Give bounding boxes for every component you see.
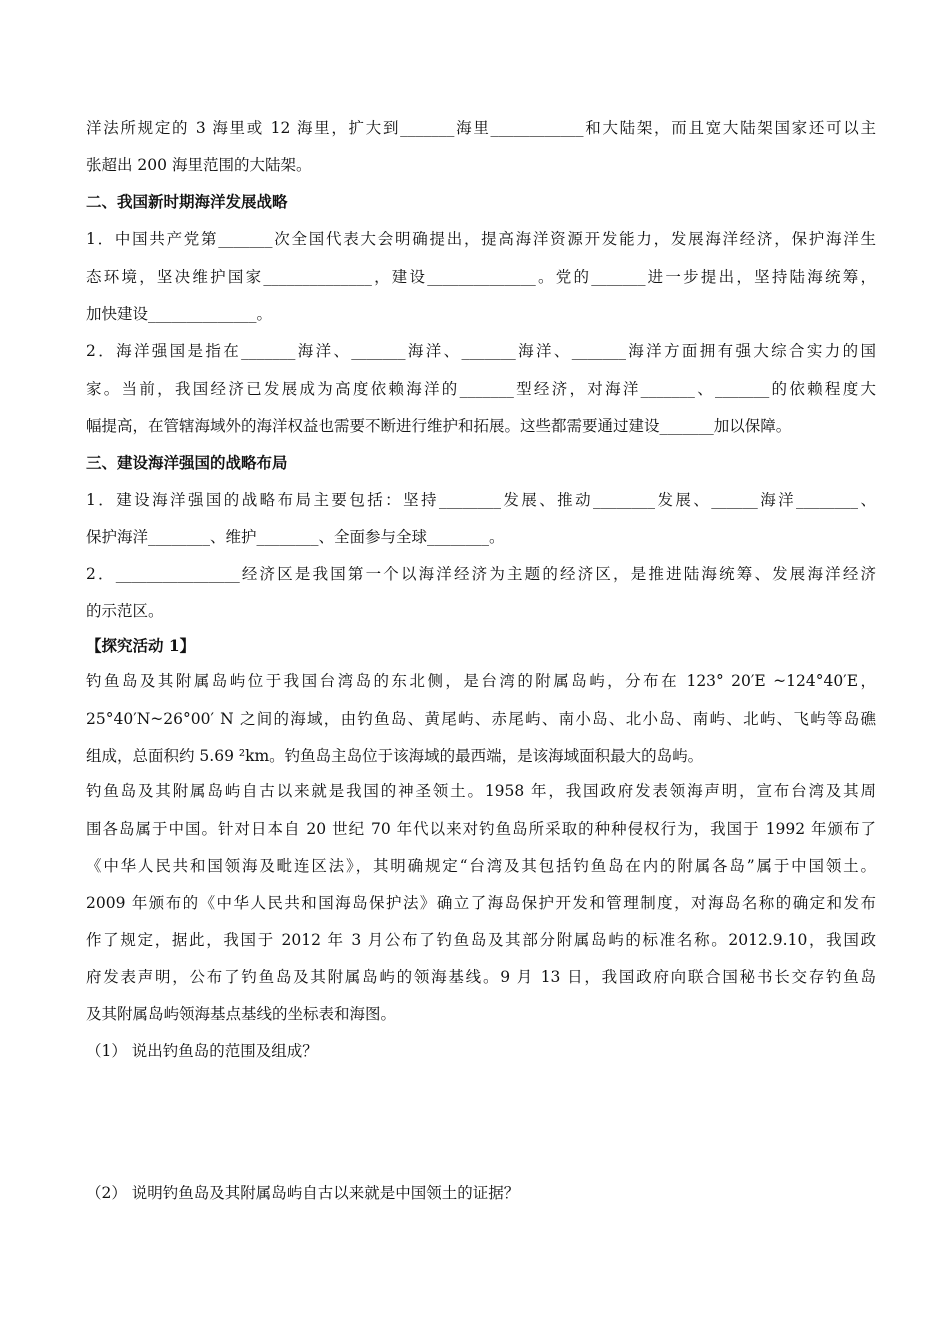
text-line: 洋法所规定的 3 海里或 12 海里，扩大到_______海里____________和大陆架，而且宽大陆架国家还可以主 bbox=[86, 119, 876, 137]
text-line: 张超出 200 海里范围的大陆架。 bbox=[86, 156, 312, 174]
text-line: 的示范区。 bbox=[86, 602, 164, 620]
activity-heading: 【探究活动 1】 bbox=[86, 636, 196, 655]
text-line: 家。当前，我国经济已发展成为高度依赖海洋的_______型经济，对海洋_______、_______的依赖程度大 bbox=[86, 380, 876, 398]
text-line: 围各岛属于中国。针对日本自 20 世纪 70 年代以来对钓鱼岛所采取的种种侵权行为，我国于 1992 年颁布了 bbox=[86, 820, 876, 838]
text-line: 府发表声明，公布了钓鱼岛及其附属岛屿的领海基线。9 月 13 日，我国政府向联合国秘书长交存钓鱼岛 bbox=[86, 968, 876, 986]
question-2: （2） 说明钓鱼岛及其附属岛屿自古以来就是中国领土的证据？ bbox=[86, 1184, 520, 1202]
text-line: 2．海洋强国是指在_______海洋、_______海洋、_______海洋、_______海洋方面拥有强大综合实力的国 bbox=[86, 342, 876, 360]
text-line: 加快建设______________。 bbox=[86, 305, 273, 323]
text-line: 钓鱼岛及其附属岛屿自古以来就是我国的神圣领土。1958 年，我国政府发表领海声明，宣布台湾及其周 bbox=[86, 782, 876, 800]
text-line: 保护海洋________、维护________、全面参与全球________。 bbox=[86, 528, 505, 546]
section-heading: 三、建设海洋强国的战略布局 bbox=[86, 453, 288, 472]
text-line: 2．________________经济区是我国第一个以海洋经济为主题的经济区，是推进陆海统筹、发展海洋经济 bbox=[86, 565, 876, 583]
text-line: 态环境，坚决维护国家______________，建设______________。党的_______进一步提出，坚持陆海统筹， bbox=[86, 268, 876, 286]
text-line: 1．中国共产党第_______次全国代表大会明确提出，提高海洋资源开发能力，发展海洋经济，保护海洋生 bbox=[86, 230, 876, 248]
text-line: 组成，总面积约 5.69 ²km。钓鱼岛主岛位于该海域的最西端，是该海域面积最大的岛屿。 bbox=[86, 747, 704, 765]
text-line: 1．建设海洋强国的战略布局主要包括：坚持________发展、推动________发展、______海洋________、 bbox=[86, 491, 876, 509]
text-line: 幅提高，在管辖海域外的海洋权益也需要不断进行维护和拓展。这些都需要通过建设_______加以保障。 bbox=[86, 417, 792, 435]
text-line: 钓鱼岛及其附属岛屿位于我国台湾岛的东北侧，是台湾的附属岛屿，分布在 123° 20′E ~124°40′E， bbox=[86, 672, 876, 690]
section-heading: 二、我国新时期海洋发展战略 bbox=[86, 192, 288, 211]
text-line: 《中华人民共和国领海及毗连区法》，其明确规定“台湾及其包括钓鱼岛在内的附属各岛”属于中国领土。 bbox=[86, 857, 876, 875]
text-line: 及其附属岛屿领海基点基线的坐标表和海图。 bbox=[86, 1005, 397, 1023]
text-line: 25°40′N~26°00′ N 之间的海域，由钓鱼岛、黄尾屿、赤尾屿、南小岛、北小岛、南屿、北屿、飞屿等岛礁 bbox=[86, 710, 876, 728]
text-line: 作了规定，据此，我国于 2012 年 3 月公布了钓鱼岛及其部分附属岛屿的标准名称。2012.9.10，我国政 bbox=[86, 931, 876, 949]
question-1: （1） 说出钓鱼岛的范围及组成？ bbox=[86, 1042, 318, 1060]
text-line: 2009 年颁布的《中华人民共和国海岛保护法》确立了海岛保护开发和管理制度，对海岛名称的确定和发布 bbox=[86, 894, 876, 912]
